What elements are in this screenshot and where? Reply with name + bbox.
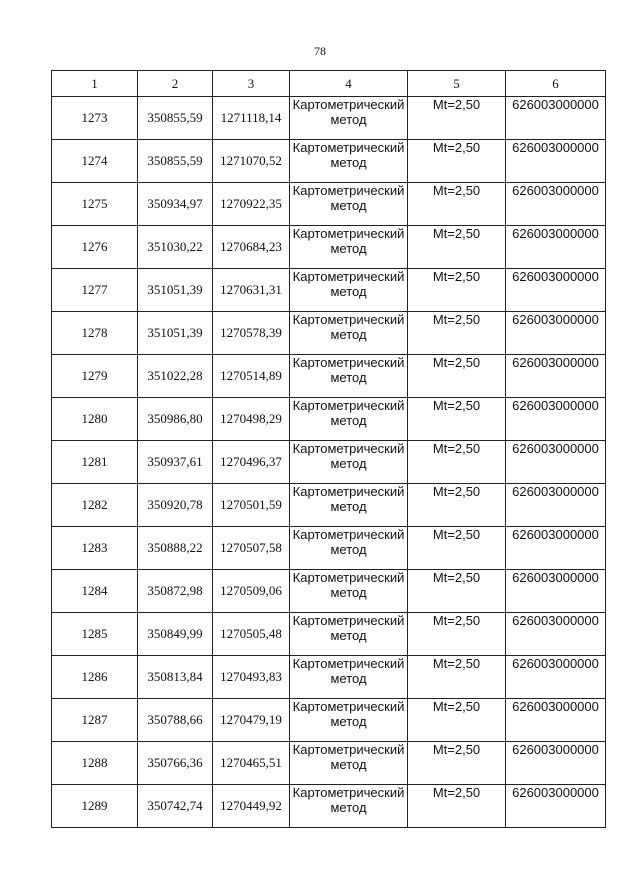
cell-accuracy: Mt=2,50	[408, 398, 506, 441]
column-header: 4	[290, 71, 408, 97]
table-row	[52, 183, 606, 226]
cell-method: Картометрический метод	[290, 656, 408, 699]
table-row	[52, 484, 606, 527]
cell-point-number: 1286	[52, 656, 138, 699]
cell-coordinate-y: 1270514,89	[213, 355, 290, 398]
cell-coordinate-y: 1270509,06	[213, 570, 290, 613]
cell-code: 626003000000	[506, 699, 606, 742]
cell-accuracy: Mt=2,50	[408, 441, 506, 484]
cell-coordinate-x: 351051,39	[138, 312, 213, 355]
cell-accuracy: Mt=2,50	[408, 312, 506, 355]
cell-coordinate-x: 350920,78	[138, 484, 213, 527]
cell-point-number: 1275	[52, 183, 138, 226]
column-header: 3	[213, 71, 290, 97]
cell-coordinate-y: 1270498,29	[213, 398, 290, 441]
cell-code: 626003000000	[506, 355, 606, 398]
column-header: 1	[52, 71, 138, 97]
cell-coordinate-y: 1270479,19	[213, 699, 290, 742]
table-row	[52, 398, 606, 441]
table-row	[52, 656, 606, 699]
cell-coordinate-y: 1270493,83	[213, 656, 290, 699]
cell-method: Картометрический метод	[290, 613, 408, 656]
cell-coordinate-y: 1270684,23	[213, 226, 290, 269]
column-header: 2	[138, 71, 213, 97]
cell-accuracy: Mt=2,50	[408, 269, 506, 312]
cell-coordinate-y: 1271118,14	[213, 97, 290, 140]
table-header-row	[52, 71, 606, 97]
cell-accuracy: Mt=2,50	[408, 484, 506, 527]
cell-code: 626003000000	[506, 742, 606, 785]
cell-coordinate-x: 350849,99	[138, 613, 213, 656]
table-row	[52, 613, 606, 656]
cell-method: Картометрический метод	[290, 355, 408, 398]
cell-method: Картометрический метод	[290, 97, 408, 140]
cell-method: Картометрический метод	[290, 699, 408, 742]
cell-coordinate-x: 350813,84	[138, 656, 213, 699]
cell-coordinate-x: 351030,22	[138, 226, 213, 269]
cell-coordinate-x: 350855,59	[138, 97, 213, 140]
cell-method: Картометрический метод	[290, 398, 408, 441]
cell-accuracy: Mt=2,50	[408, 699, 506, 742]
cell-accuracy: Mt=2,50	[408, 355, 506, 398]
cell-coordinate-x: 350888,22	[138, 527, 213, 570]
cell-accuracy: Mt=2,50	[408, 656, 506, 699]
table-body	[52, 97, 606, 828]
cell-method: Картометрический метод	[290, 441, 408, 484]
cell-coordinate-y: 1270631,31	[213, 269, 290, 312]
cell-point-number: 1273	[52, 97, 138, 140]
cell-code: 626003000000	[506, 656, 606, 699]
table-row	[52, 140, 606, 183]
cell-coordinate-y: 1270465,51	[213, 742, 290, 785]
cell-code: 626003000000	[506, 226, 606, 269]
cell-coordinate-y: 1270496,37	[213, 441, 290, 484]
cell-code: 626003000000	[506, 570, 606, 613]
cell-code: 626003000000	[506, 269, 606, 312]
cell-coordinate-x: 350742,74	[138, 785, 213, 828]
cell-coordinate-x: 351022,28	[138, 355, 213, 398]
cell-code: 626003000000	[506, 183, 606, 226]
cell-code: 626003000000	[506, 140, 606, 183]
cell-coordinate-y: 1270449,92	[213, 785, 290, 828]
cell-code: 626003000000	[506, 312, 606, 355]
cell-coordinate-x: 350934,97	[138, 183, 213, 226]
cell-point-number: 1274	[52, 140, 138, 183]
cell-point-number: 1285	[52, 613, 138, 656]
cell-coordinate-x: 350855,59	[138, 140, 213, 183]
cell-coordinate-x: 350872,98	[138, 570, 213, 613]
cell-accuracy: Mt=2,50	[408, 97, 506, 140]
column-header: 5	[408, 71, 506, 97]
cell-point-number: 1282	[52, 484, 138, 527]
cell-point-number: 1287	[52, 699, 138, 742]
table-row	[52, 527, 606, 570]
table-row	[52, 441, 606, 484]
cell-method: Картометрический метод	[290, 226, 408, 269]
table-row	[52, 97, 606, 140]
cell-accuracy: Mt=2,50	[408, 785, 506, 828]
cell-accuracy: Mt=2,50	[408, 183, 506, 226]
cell-coordinate-y: 1270507,58	[213, 527, 290, 570]
cell-method: Картометрический метод	[290, 183, 408, 226]
cell-accuracy: Mt=2,50	[408, 140, 506, 183]
cell-point-number: 1278	[52, 312, 138, 355]
cell-accuracy: Mt=2,50	[408, 613, 506, 656]
cell-coordinate-y: 1271070,52	[213, 140, 290, 183]
cell-coordinate-x: 350937,61	[138, 441, 213, 484]
table-row	[52, 742, 606, 785]
cell-method: Картометрический метод	[290, 785, 408, 828]
cell-coordinate-x: 350986,80	[138, 398, 213, 441]
cell-point-number: 1277	[52, 269, 138, 312]
table-row	[52, 355, 606, 398]
cell-accuracy: Mt=2,50	[408, 527, 506, 570]
cell-point-number: 1279	[52, 355, 138, 398]
cell-coordinate-x: 350766,36	[138, 742, 213, 785]
cell-code: 626003000000	[506, 97, 606, 140]
cell-coordinate-y: 1270505,48	[213, 613, 290, 656]
column-header: 6	[506, 71, 606, 97]
cell-point-number: 1284	[52, 570, 138, 613]
page-number: 78	[314, 44, 326, 58]
cell-method: Картометрический метод	[290, 527, 408, 570]
cell-method: Картометрический метод	[290, 484, 408, 527]
cell-code: 626003000000	[506, 527, 606, 570]
cell-point-number: 1288	[52, 742, 138, 785]
cell-coordinate-y: 1270922,35	[213, 183, 290, 226]
cell-method: Картометрический метод	[290, 269, 408, 312]
cell-point-number: 1276	[52, 226, 138, 269]
cell-point-number: 1289	[52, 785, 138, 828]
cell-coordinate-x: 350788,66	[138, 699, 213, 742]
cell-accuracy: Mt=2,50	[408, 570, 506, 613]
cell-code: 626003000000	[506, 441, 606, 484]
cell-coordinate-y: 1270501,59	[213, 484, 290, 527]
cell-coordinate-x: 351051,39	[138, 269, 213, 312]
table-row	[52, 312, 606, 355]
cell-code: 626003000000	[506, 398, 606, 441]
table-row	[52, 785, 606, 828]
cell-method: Картометрический метод	[290, 140, 408, 183]
table-row	[52, 269, 606, 312]
cell-point-number: 1281	[52, 441, 138, 484]
cell-accuracy: Mt=2,50	[408, 742, 506, 785]
cell-accuracy: Mt=2,50	[408, 226, 506, 269]
table-row	[52, 226, 606, 269]
coordinates-table	[51, 70, 606, 828]
cell-code: 626003000000	[506, 484, 606, 527]
cell-point-number: 1283	[52, 527, 138, 570]
cell-coordinate-y: 1270578,39	[213, 312, 290, 355]
cell-point-number: 1280	[52, 398, 138, 441]
table-row	[52, 570, 606, 613]
cell-code: 626003000000	[506, 785, 606, 828]
cell-code: 626003000000	[506, 613, 606, 656]
table-row	[52, 699, 606, 742]
cell-method: Картометрический метод	[290, 570, 408, 613]
cell-method: Картометрический метод	[290, 742, 408, 785]
cell-method: Картометрический метод	[290, 312, 408, 355]
